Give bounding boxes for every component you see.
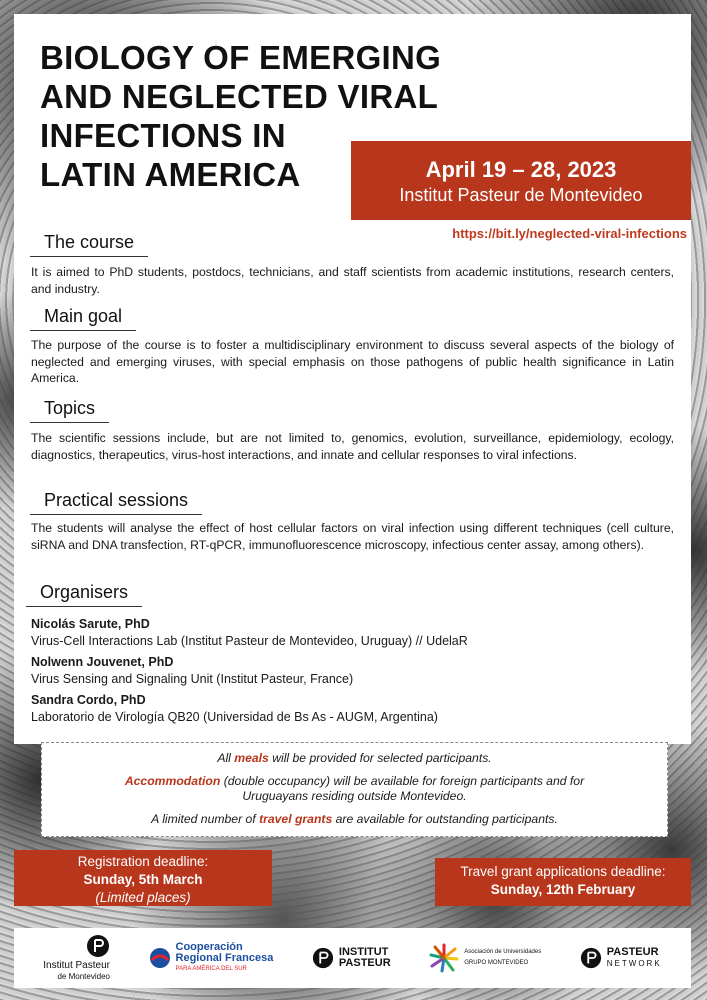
- augm-burst-icon: [429, 943, 459, 973]
- date-banner: [351, 141, 691, 220]
- logo-institut-pasteur-montevideo: Institut Pasteur de Montevideo: [43, 934, 110, 982]
- goal-text: The purpose of the course is to foster a multidisciplinary environment to discuss several aspects of the biology of neglected and emerging viruses, with special emphasis on those pathogens of public health significance in Latin America.: [31, 338, 674, 385]
- logo-augm: Asociación de Universidades GRUPO MONTEVIDEO: [429, 943, 541, 973]
- pasteur-network-icon: [580, 947, 602, 969]
- organiser-2: Nolwenn Jouvenet, PhD Virus Sensing and Signaling Unit (Institut Pasteur, France): [31, 655, 354, 686]
- logo-pasteur-network: PASTEUR NETWORK: [580, 947, 662, 969]
- heading-course: The course: [44, 232, 148, 253]
- event-venue: Institut Pasteur de Montevideo: [399, 185, 643, 205]
- grants-info: A limited number of travel grants are available for outstanding participants.: [151, 812, 558, 826]
- logo-institut-pasteur: INSTITUT PASTEUR: [312, 947, 391, 969]
- poster-title: BIOLOGY OF EMERGING AND NEGLECTED VIRAL INFECTIONS IN LATIN AMERICA: [40, 39, 442, 193]
- cooperation-globe-icon: [149, 947, 171, 969]
- heading-practical: Practical sessions: [44, 490, 202, 511]
- heading-topics: Topics: [44, 398, 109, 419]
- logo-cooperacion-regional-francesa: Cooperación Regional Francesa PARA AMÉRICA DEL SUR: [149, 942, 274, 975]
- course-link[interactable]: https://bit.ly/neglected-viral-infections: [452, 226, 687, 241]
- course-text: It is aimed to PhD students, postdocs, technicians, and staff scientists from academic institutions, research centers, and industry.: [31, 265, 674, 296]
- pasteur-mark-icon: [312, 947, 334, 969]
- heading-organisers: Organisers: [40, 582, 142, 603]
- logo-bar: [14, 928, 691, 988]
- organiser-1: Nicolás Sarute, PhD Virus-Cell Interactions Lab (Institut Pasteur de Montevideo, Uruguay) // UdelaR: [31, 617, 468, 648]
- travel-grant-deadline: Travel grant applications deadline: Sunday, 12th February: [435, 858, 691, 906]
- topics-text: The scientific sessions include, but are not limited to, genomics, evolution, surveillance, epidemiology, ecology, diagnostics, therapeutics, virus-host interactions, and innate and cellular responses to viral infections.: [31, 431, 674, 462]
- practical-text: The students will analyse the effect of host cellular factors on viral infection using different techniques (cell culture, siRNA and DNA transfection, RT-qPCR, immunofluorescence microscopy, infectious center assay, among others).: [31, 521, 674, 552]
- pasteur-mark-icon: [86, 934, 110, 958]
- event-date: April 19 – 28, 2023: [425, 157, 617, 182]
- meals-info: All meals will be provided for selected participants.: [217, 751, 492, 765]
- organiser-3: Sandra Cordo, PhD Laboratorio de Virología QB20 (Universidad de Bs As - AUGM, Argentina): [31, 693, 438, 724]
- heading-main-goal: Main goal: [44, 306, 136, 327]
- registration-deadline: Registration deadline: Sunday, 5th March (Limited places): [14, 850, 272, 906]
- info-box: [41, 742, 668, 837]
- accommodation-info: Accommodation (double occupancy) will be available for foreign participants and for Uruguayans residing outside Montevideo.: [124, 774, 585, 803]
